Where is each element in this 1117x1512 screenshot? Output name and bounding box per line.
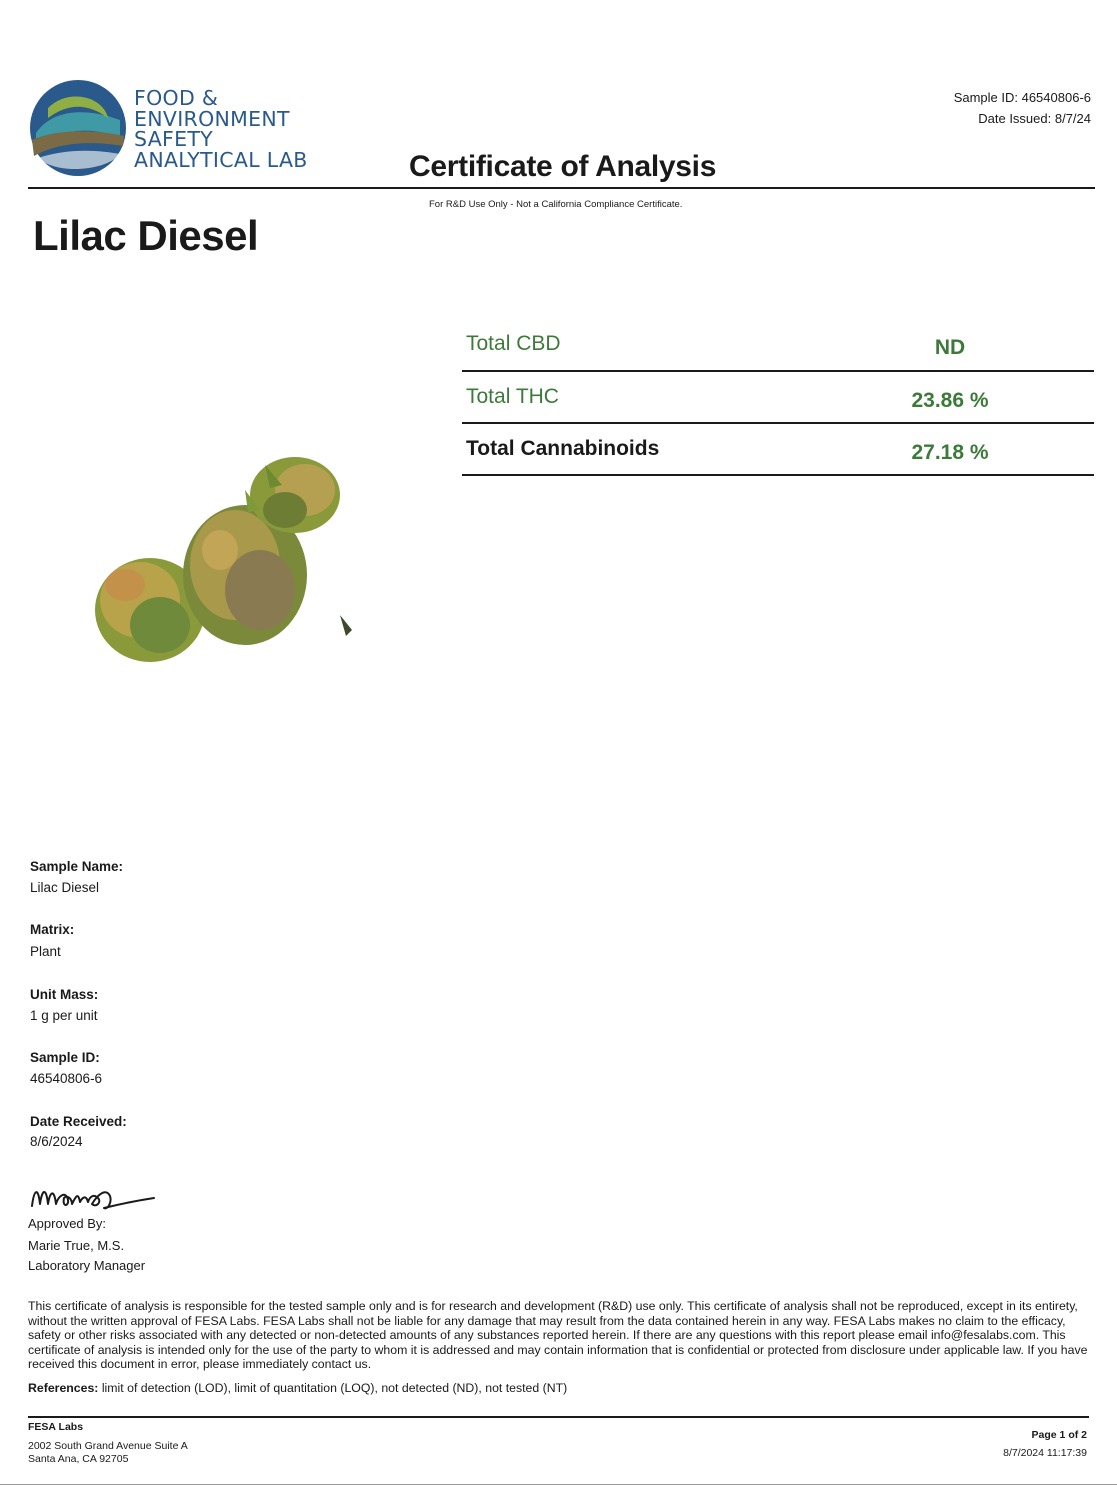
summary-row-total-cannabinoids	[462, 422, 1094, 476]
info-label-unit-mass: Unit Mass:	[30, 987, 99, 1002]
info-label-date-received: Date Received:	[30, 1114, 127, 1129]
info-value-date-received: 8/6/2024	[30, 1134, 83, 1149]
footer-divider	[28, 1416, 1089, 1418]
approver-name: Marie True, M.S.	[28, 1238, 125, 1253]
compliance-disclaimer: For R&D Use Only - Not a California Compliance Certificate.	[429, 199, 683, 210]
info-value-sample-id: 46540806-6	[30, 1071, 103, 1086]
sample-id-meta: Sample ID: 46540806-6	[953, 90, 1091, 105]
product-photo	[70, 440, 370, 690]
info-value-unit-mass: 1 g per unit	[30, 1008, 98, 1023]
summary-value: 27.18 %	[911, 441, 989, 464]
summary-label: Total CBD	[466, 332, 561, 355]
scan-edge	[0, 1484, 1117, 1485]
lab-logo-text	[134, 88, 308, 170]
logo-line: SAFETY	[134, 127, 214, 151]
legal-disclaimer: This certificate of analysis is responsible for the tested sample only and is for research and development (R&D) use only. This certificate of analysis shall not be reproduced, except in its entirety, without the written approval of FESA Labs. FESA Labs shall not be liable for any damage that may result from the data contained herein in any way. FESA Labs makes no claim to the efficacy, safety or other risks associated with any detected or non-detected amounts of any substances reported herein. If there are any questions with this report please email info@fesalabs.com. This certificate of analysis is intended only for the use of the party to whom it is addressed and may contain information that is confidential or protected from disclosure under applicable law. If you have received this document in error, please immediately contact us.	[28, 1299, 1088, 1372]
print-timestamp: 8/7/2024 11:17:39	[1003, 1447, 1087, 1459]
footer-company: FESA Labs	[28, 1421, 84, 1433]
footer-address-line1: 2002 South Grand Avenue Suite A	[28, 1440, 188, 1452]
info-label-matrix: Matrix:	[30, 922, 75, 937]
references-line	[28, 1381, 567, 1395]
logo-line: ANALYTICAL LAB	[134, 147, 308, 172]
approver-title: Laboratory Manager	[28, 1258, 146, 1273]
summary-label: Total THC	[466, 385, 559, 408]
references-text: limit of detection (LOD), limit of quantitation (LOQ), not detected (ND), not tested (NT)	[101, 1381, 568, 1395]
approved-by-label: Approved By:	[28, 1216, 107, 1231]
summary-value: ND	[934, 336, 966, 359]
page-number: Page 1 of 2	[1031, 1429, 1087, 1441]
info-value-matrix: Plant	[30, 944, 61, 959]
summary-row-total-thc	[462, 370, 1094, 424]
summary-row-total-cbd	[462, 318, 1094, 372]
lab-logo-icon	[28, 78, 128, 178]
product-name: Lilac Diesel	[33, 212, 259, 259]
logo-line: ENVIRONMENT	[134, 106, 290, 131]
info-label-sample-name: Sample Name:	[30, 859, 124, 874]
approver-signature	[28, 1168, 168, 1218]
document-title: Certificate of Analysis	[409, 150, 717, 183]
summary-value: 23.86 %	[911, 389, 989, 412]
date-issued-meta: Date Issued: 8/7/24	[978, 111, 1091, 126]
references-label: References:	[28, 1381, 99, 1395]
header-divider	[28, 187, 1095, 189]
logo-line: FOOD &	[134, 86, 219, 110]
summary-label: Total Cannabinoids	[466, 437, 660, 460]
footer-address-line2: Santa Ana, CA 92705	[28, 1453, 129, 1465]
info-label-sample-id: Sample ID:	[30, 1050, 100, 1065]
info-value-sample-name: Lilac Diesel	[30, 880, 100, 895]
